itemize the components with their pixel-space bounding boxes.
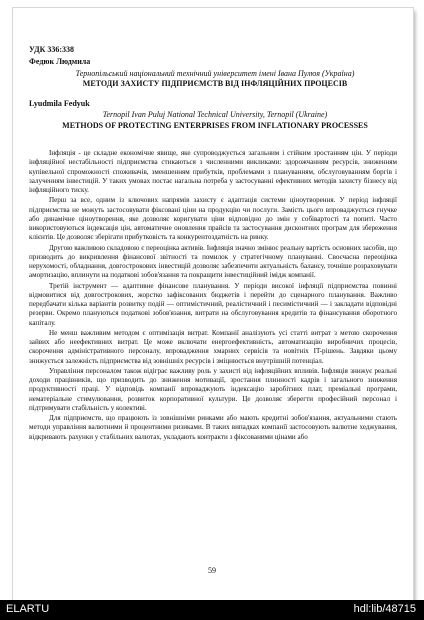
- affiliation-ua: Тернопільський національний технічний університет імені Івана Пулюя (Україна): [75, 69, 355, 78]
- affiliation-en: Ternopil Ivan Puluj National Technical University, Ternopil (Ukraine): [102, 110, 328, 119]
- article-title-en: METHODS OF PROTECTING ENTERPRISES FROM INFLATIONARY PROCESSES: [62, 121, 368, 130]
- body-paragraph: Перш за все, одним із ключових напрямів захисту є адаптація системи ціноутворення. У період інфляції підприємства не можуть застосовувати фіксовані ціни на продукцію чи послуги. Замість цього впроваджується гнучке або динамічне ціноутворення, яке дозволяє коригувати ціни відповідно до змін у собівартості та попиті. Часто використовуються індексація цін, автоматичне оновлення прайсів та застосування дисконтних програм для збереження клієнтів. Це дозволяє зберігати прибутковість та конкурентоздатність на ринку.: [29, 196, 397, 242]
- repository-footer-bar: [0, 600, 424, 620]
- body-paragraph: Для підприємств, що працюють із зовнішніми ринками або мають кредитні зобов'язання, актуальними стають методи управління валютними й процентними ризиками. В таких випадках компанії застосовують валютне хеджування, відкривають рахунки у стабільних валютах, укладають контракти з фіксованими цінами або: [29, 414, 397, 441]
- body-paragraph: Інфляція - це складне економічне явище, яке супроводжується загальним і стійким зростанням цін. У періоди інфляційної нестабільності підприємства стикаються з численними викликами: здорожчанням ресурсів, зниженням купівельної спроможності споживачів, зменшенням прибутків, проблемами з плануванням, обслуговуванням боргів і залученням інвестицій. У таких умовах постає нагальна потреба у застосуванні ефективних методів захисту бізнесу від інфляційного тиску.: [29, 149, 397, 194]
- article-title-ua: МЕТОДИ ЗАХИСТУ ПІДПРИЄМСТВ ВІД ІНФЛЯЦІЙНИХ ПРОЦЕСІВ: [82, 79, 348, 88]
- article-body: [29, 149, 397, 443]
- body-paragraph: Другою важливою складовою є переоцінка активів. Інфляція значно змінює реальну вартість основних засобів, що призводить до викривлення фінансової звітності та помилок у стратегічному плануванні. Своєчасна переоцінка нерухомості, обладнання, довгострокових інвестицій дозволяє забезпечити актуальність балансу, точніше розраховувати амортизацію, вплинути на податкові зобов'язання та покращити інвестиційний імідж компанії.: [29, 243, 397, 280]
- repository-name: ELARTU: [6, 603, 50, 615]
- author-name-ua: Федюк Людмила: [29, 57, 91, 66]
- body-paragraph: Управління персоналом також відіграє важливу роль у захисті від інфляційних впливів. Інфляція знижує реальні доходи працівників, що призводить до зниження мотивації, зростання плинності кадрів і загального зниження продуктивності праці. У відповідь компанії впроваджують індексацію заробітних плат, преміальні програми, нематеріальне стимулювання, розвиток корпоративної культури. Це дозволяє зберегти професійний персонал і підтримувати стабільність у колективі.: [29, 366, 397, 412]
- body-paragraph: Третій інструмент — адаптивне фінансове планування. У періоди високої інфляції підприємства повинні відмовитися від довгострокових, жорстко зафіксованих бюджетів і перейти до сценарного планування. Важливо передбачати кілька варіантів розвитку подій — оптимістичний, реалістичний і песимістичний — і закладати відповідні резерви. Окремо плануються податкові зобов'язання, витрати на обслуговування кредитів та фінансування оборотного капіталу.: [29, 281, 397, 327]
- author-name-en: Lyudmila Fedyuk: [29, 99, 90, 108]
- page-number: 59: [208, 566, 216, 575]
- udc-code: УДК 336:338: [29, 45, 75, 54]
- body-paragraph: Не менш важливим методом є оптимізація витрат. Компанії аналізують усі статті витрат з метою скорочення зайвих або неефективних витрат. Це може включати енергоефективність, автоматизацію виробничих процесів, скорочення адміністративного персоналу, впровадження хмарних сервісів та новітніх IT-рішень. Завдяки цьому знижується залежність підприємства від зовнішніх ресурсів і зміцнюється внутрішній потенціал.: [29, 328, 397, 365]
- handle-identifier: hdl:lib/48715: [353, 603, 416, 615]
